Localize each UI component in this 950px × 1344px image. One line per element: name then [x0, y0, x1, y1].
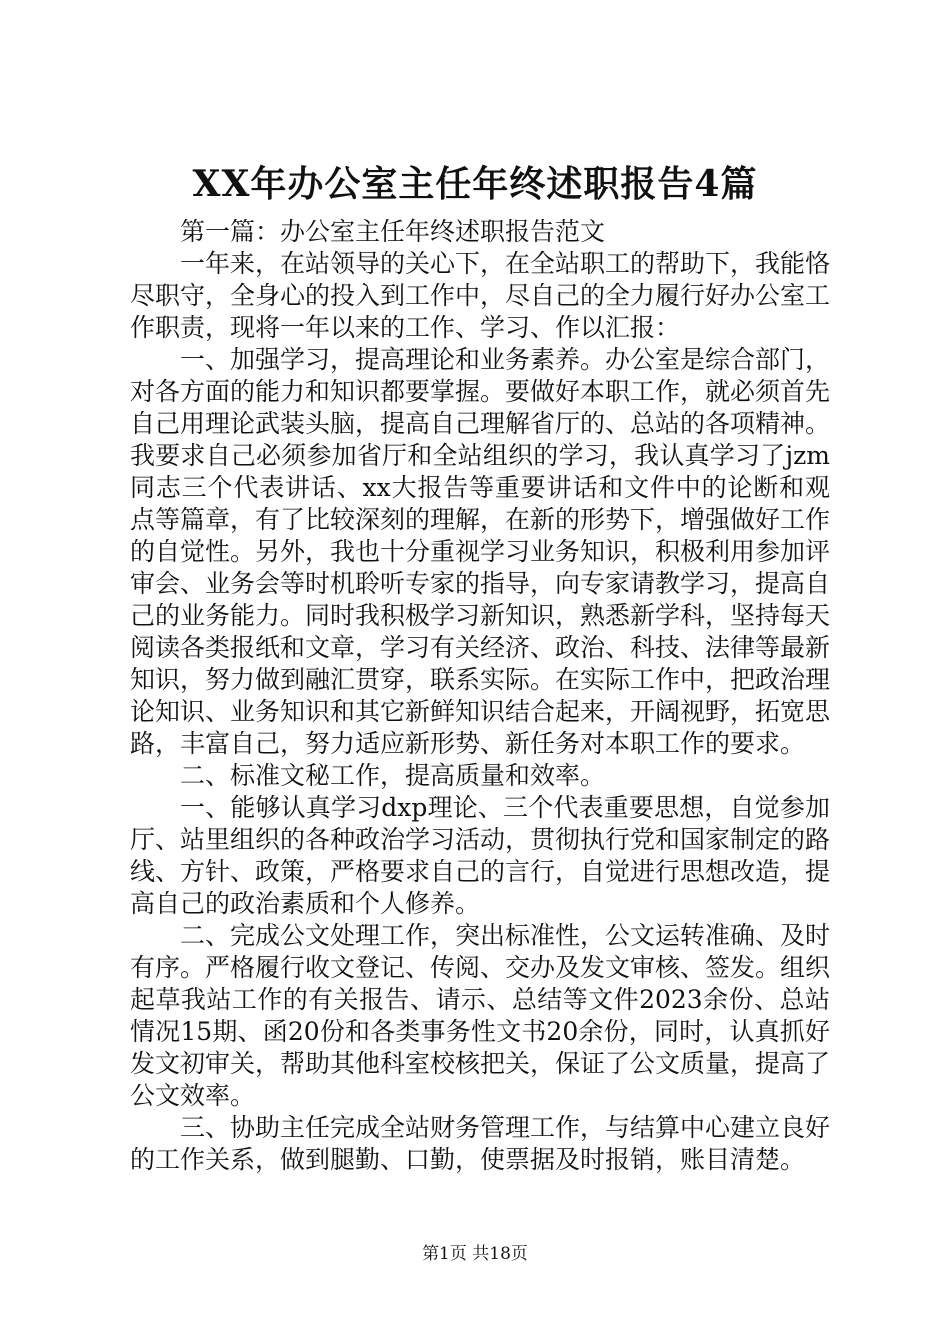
document-title: XX年办公室主任年终述职报告4篇 [192, 163, 758, 205]
body-paragraph: 一、能够认真学习dxp理论、三个代表重要思想，自觉参加厅、站里组织的各种政治学习活动，贯彻执行党和国家制定的路线、方针、政策，严格要求自己的言行，自觉进行思想改造，提高自己的政治素质和个人修养。 [130, 793, 831, 918]
page-number-footer: 第1页 共18页 [422, 1244, 528, 1264]
body-paragraph: 二、标准文秘工作，提高质量和效率。 [180, 761, 606, 790]
body-paragraph: 一年来，在站领导的关心下，在全站职工的帮助下，我能恪尽职守，全身心的投入到工作中，尽自己的全力履行好办公室工作职责，现将一年以来的工作、学习、作以汇报： [130, 249, 831, 342]
section-heading: 第一篇：办公室主任年终述职报告范文 [180, 217, 606, 246]
body-paragraph: 一、加强学习，提高理论和业务素养。办公室是综合部门，对各方面的能力和知识都要掌握。要做好本职工作，就必须首先自己用理论武装头脑，提高自己理解省厅的、总站的各项精神。我要求自己必须参加省厅和全站组织的学习，我认真学习了jzm同志三个代表讲话、xx大报告等重要讲话和文件中的论断和观点等篇章，有了比较深刻的理解，在新的形势下，增强做好工作的自觉性。另外，我也十分重视学习业务知识，积极利用参加评审会、业务会等时机聆听专家的指导，向专家请教学习，提高自己的业务能力。同时我积极学习新知识，熟悉新学科，坚持每天阅读各类报纸和文章，学习有关经济、政治、科技、法律等最新知识，努力做到融汇贯穿，联系实际。在实际工作中，把政治理论知识、业务知识和其它新鲜知识结合起来，开阔视野，拓宽思路，丰富自己，努力适应新形势、新任务对本职工作的要求。 [130, 345, 831, 758]
document-body [130, 216, 830, 1176]
body-paragraph: 二、完成公文处理工作，突出标准性，公文运转准确、及时有序。严格履行收文登记、传阅、交办及发文审核、签发。组织起草我站工作的有关报告、请示、总结等文件2023余份、总站情况15期、函20份和各类事务性文书20余份，同时，认真抓好发文初审关，帮助其他科室校核把关，保证了公文质量，提高了公文效率。 [130, 921, 831, 1110]
body-paragraph: 三、协助主任完成全站财务管理工作，与结算中心建立良好的工作关系，做到腿勤、口勤，使票据及时报销，账目清楚。 [130, 1113, 831, 1174]
